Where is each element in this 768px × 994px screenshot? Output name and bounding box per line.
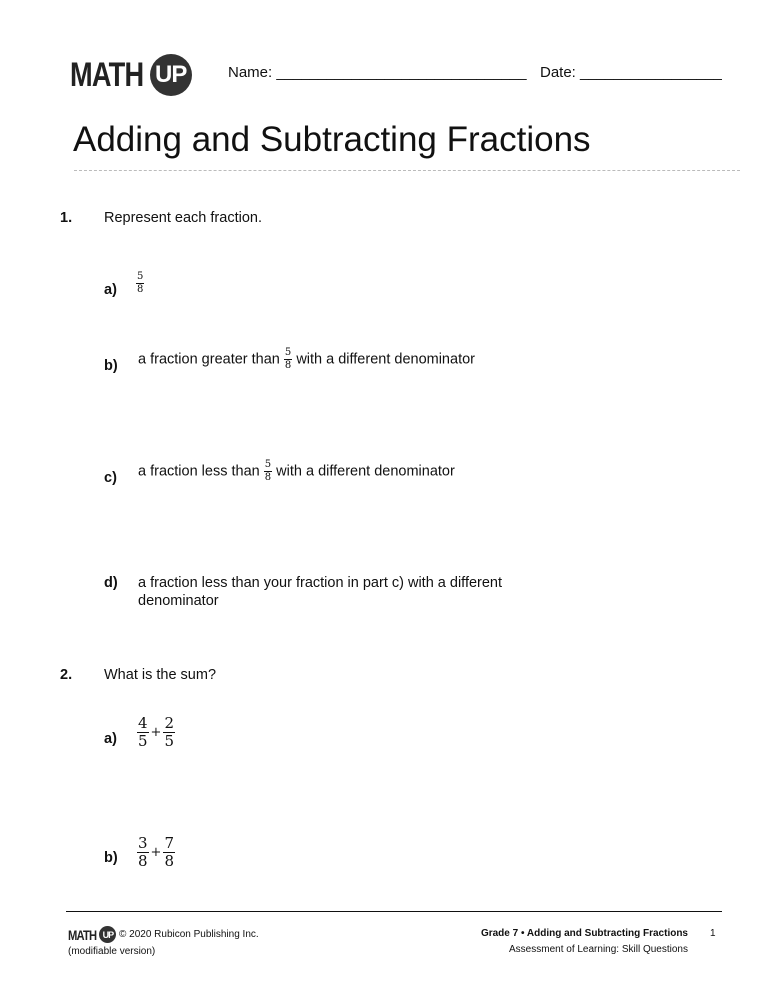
question-prompt: Represent each fraction.: [104, 210, 262, 226]
logo-text: MATH: [68, 926, 97, 943]
numerator: 3: [138, 834, 148, 852]
plus-sign: +: [150, 725, 162, 740]
sum-expression: [137, 836, 175, 869]
logo-text: MATH: [70, 55, 144, 94]
part-text: denominator: [138, 593, 219, 609]
denominator: 8: [137, 284, 144, 295]
logo-badge: UP: [150, 54, 192, 96]
logo-badge: UP: [99, 926, 116, 943]
denominator: 8: [264, 472, 272, 483]
denominator: 8: [138, 852, 148, 870]
sum-expression: [137, 716, 175, 749]
denominator: 5: [138, 732, 148, 750]
part-label: d): [104, 575, 118, 591]
numerator: 7: [164, 834, 174, 852]
part-text: [138, 460, 455, 483]
part-label: c): [104, 470, 117, 486]
numerator: 5: [137, 271, 144, 282]
footer-logo: [68, 926, 116, 943]
text: a fraction less than: [138, 463, 260, 480]
page-title: Adding and Subtracting Fractions: [73, 120, 591, 159]
text: with a different denominator: [276, 463, 455, 480]
question-number: 2.: [60, 667, 73, 683]
numerator: 2: [164, 714, 174, 732]
footer-divider: [66, 911, 722, 912]
denominator: 8: [284, 360, 292, 371]
mathup-logo: [70, 54, 192, 96]
denominator: 8: [164, 852, 174, 870]
name-field[interactable]: Name: ______________________________: [228, 64, 527, 81]
modifiable-note: (modifiable version): [68, 946, 156, 957]
footer-subtitle: Assessment of Learning: Skill Questions: [509, 944, 688, 955]
footer-title: Grade 7 • Adding and Subtracting Fractions: [480, 928, 688, 939]
part-text: [138, 348, 475, 371]
numerator: 5: [264, 459, 272, 470]
numerator: 5: [284, 347, 292, 358]
part-text: a fraction less than your fraction in part c) with a different: [138, 575, 503, 591]
date-field[interactable]: Date: _________________: [540, 64, 722, 81]
question-number: 1.: [60, 210, 73, 226]
part-label: a): [104, 282, 117, 298]
numerator: 4: [138, 714, 148, 732]
text: a fraction greater than: [138, 351, 280, 368]
title-divider: [74, 170, 740, 171]
denominator: 5: [164, 732, 174, 750]
part-label: a): [104, 731, 117, 747]
text: with a different denominator: [296, 351, 475, 368]
plus-sign: +: [150, 845, 162, 860]
part-label: b): [104, 850, 118, 866]
question-prompt: What is the sum?: [104, 667, 217, 683]
fraction: [136, 272, 144, 295]
page-number: 1: [710, 928, 716, 939]
copyright: © 2020 Rubicon Publishing Inc.: [119, 929, 259, 940]
part-label: b): [104, 358, 118, 374]
